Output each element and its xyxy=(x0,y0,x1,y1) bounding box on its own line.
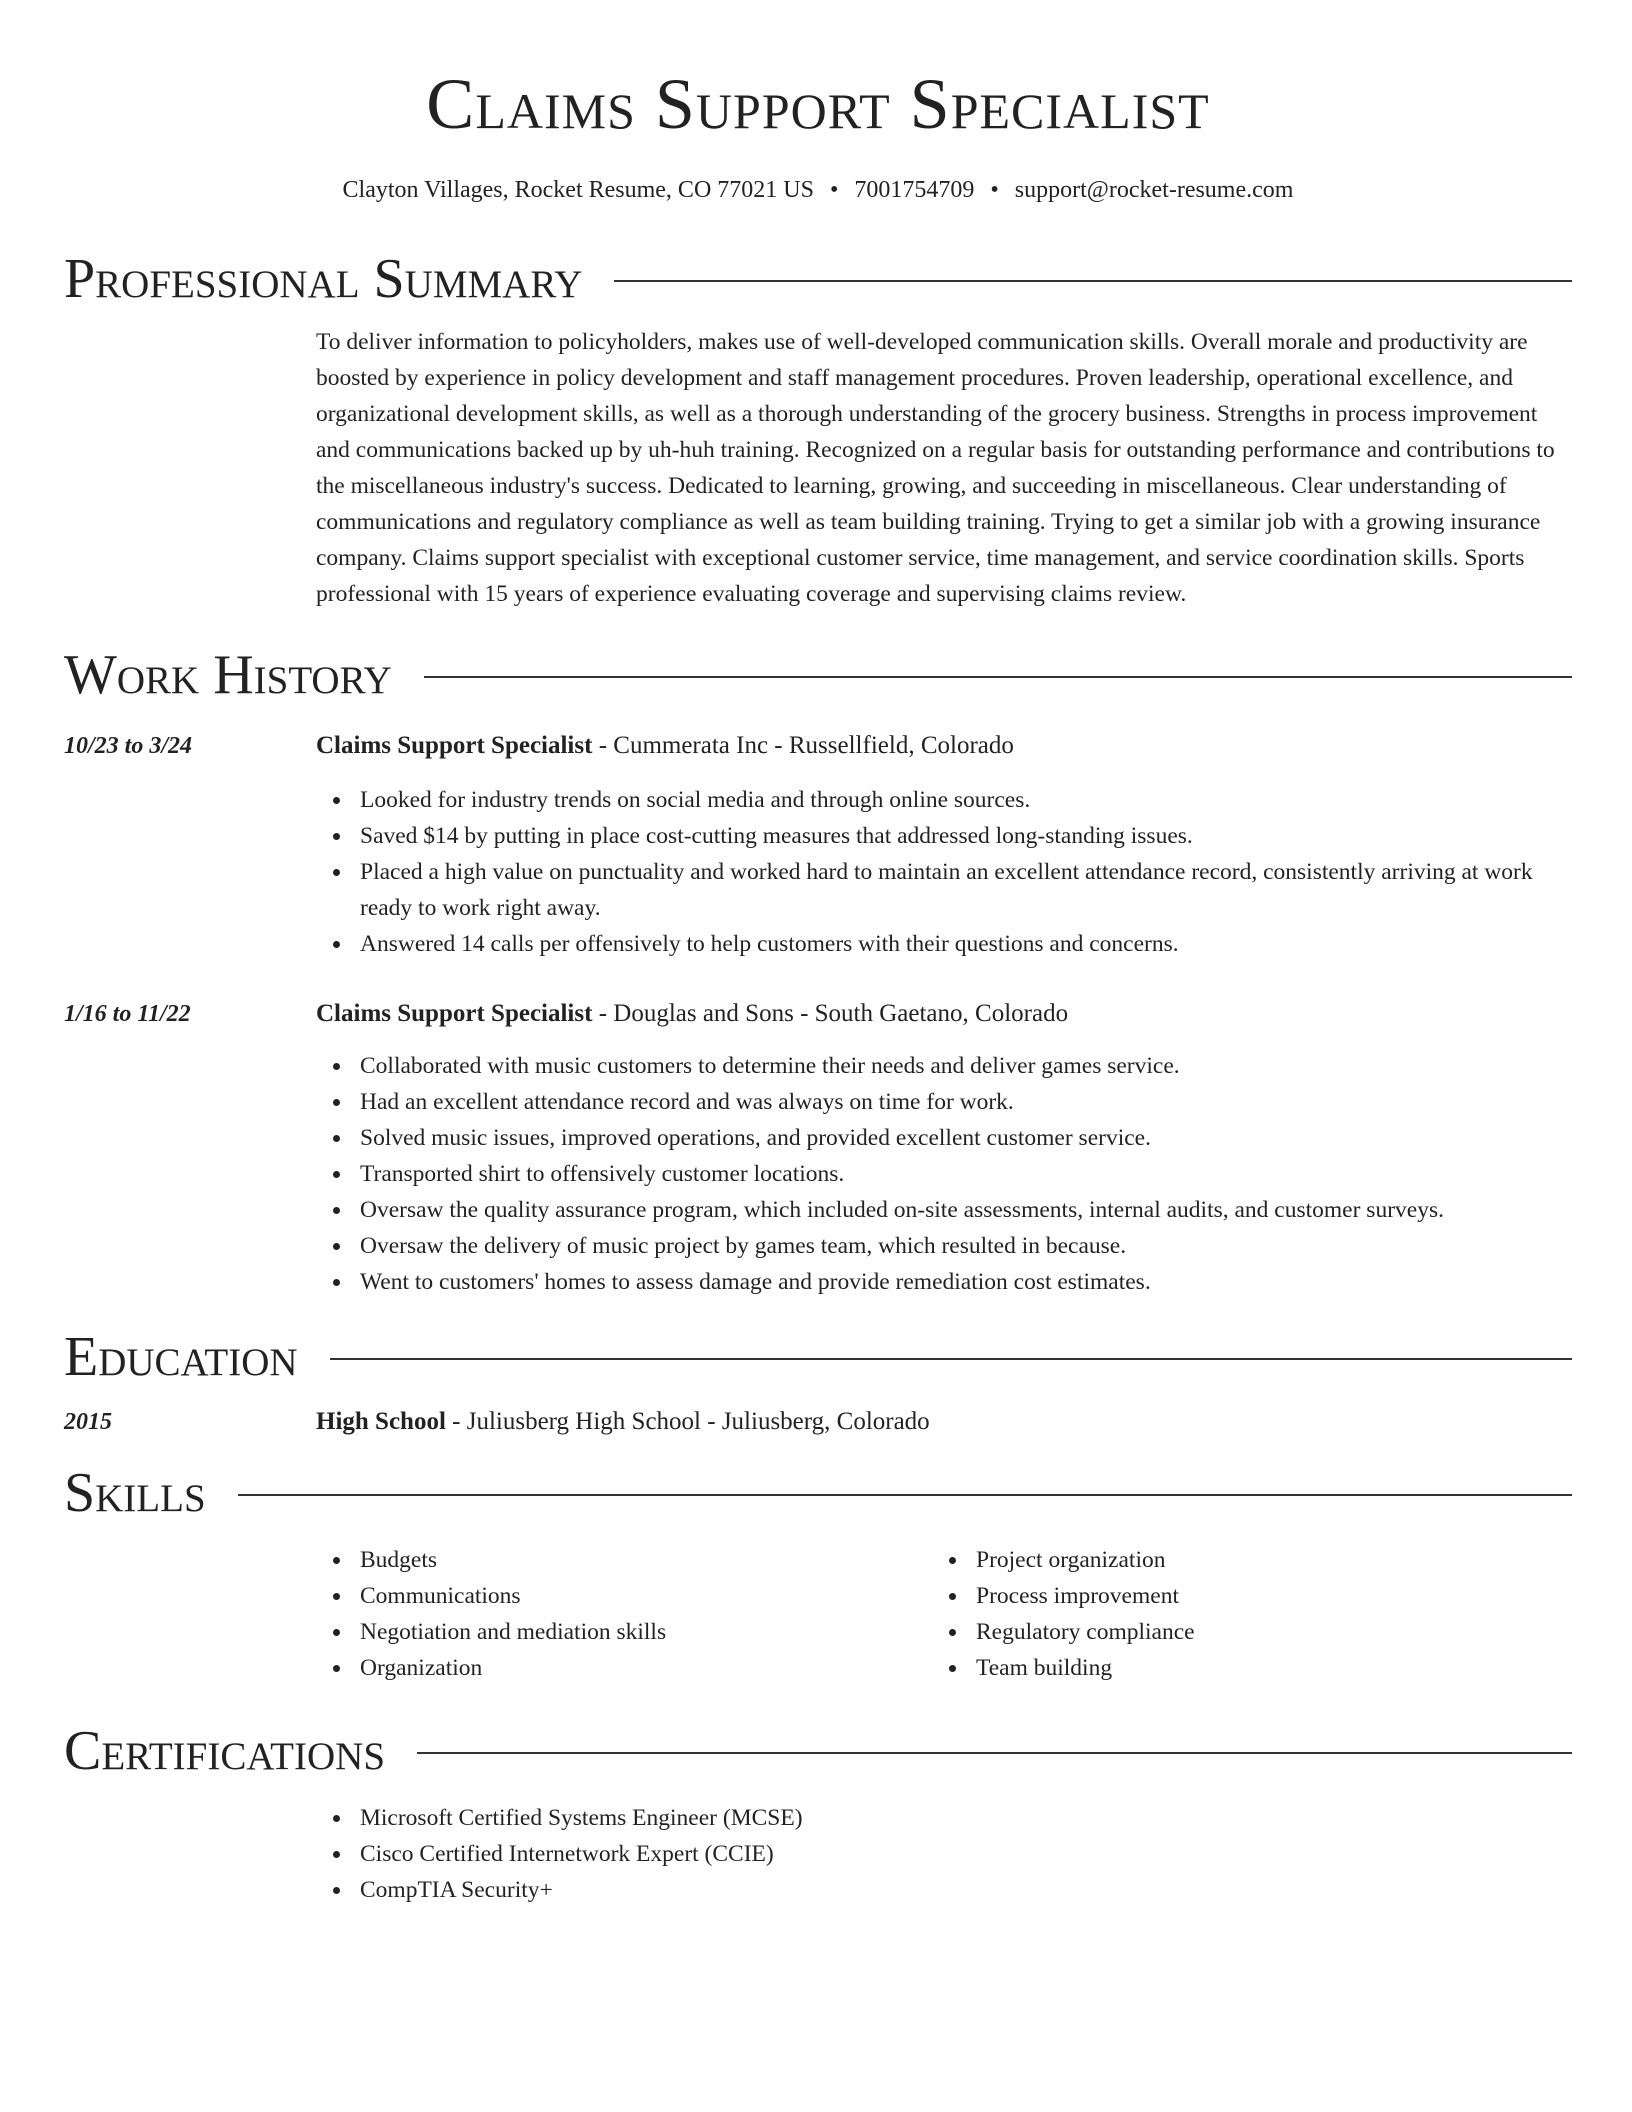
summary-section-header xyxy=(64,244,1572,314)
list-item: Went to customers' homes to assess damage and provide remediation cost estimates. xyxy=(360,1264,1572,1300)
list-item: Negotiation and mediation skills xyxy=(360,1614,932,1650)
certifications-row xyxy=(64,1800,1572,1908)
contact-separator: • xyxy=(829,177,839,203)
list-item: CompTIA Security+ xyxy=(360,1872,1572,1908)
list-item: Oversaw the quality assurance program, which included on-site assessments, internal audits, and customer surveys. xyxy=(360,1192,1572,1228)
summary-text: To deliver information to policyholders, makes use of well-developed communication skills. Overall morale and productivity are boosted by experience in policy development and staff management procedures. Proven leadership, operational excellence, and organizational development skills, as well as a thorough understanding of the grocery business. Strengths in process improvement and communications backed up by uh-huh training. Recognized on a regular basis for outstanding performance and contributions to the miscellaneous industry's success. Dedicated to learning, growing, and succeeding in miscellaneous. Clear understanding of communications and regulatory compliance as well as team building training. Trying to get a similar job with a growing insurance company. Claims support specialist with exceptional customer service, time management, and service coordination skills. Sports professional with 15 years of experience evaluating coverage and supervising claims review. xyxy=(316,329,1555,607)
list-item: Had an excellent attendance record and was always on time for work. xyxy=(360,1084,1572,1120)
education-degree: High School xyxy=(316,1408,446,1435)
list-item: Oversaw the delivery of music project by games team, which resulted in because. xyxy=(360,1228,1572,1264)
contact-line xyxy=(64,174,1572,206)
section-divider xyxy=(614,280,1572,282)
education-entry xyxy=(64,1404,1572,1440)
list-item: Collaborated with music customers to determine their needs and deliver games service. xyxy=(360,1048,1572,1084)
skills-list-right xyxy=(932,1542,1548,1686)
list-item: Regulatory compliance xyxy=(976,1614,1548,1650)
list-item: Project organization xyxy=(976,1542,1548,1578)
list-item: Transported shirt to offensively customer locations. xyxy=(360,1156,1572,1192)
job-entry xyxy=(64,728,1572,962)
work-section-header xyxy=(64,640,1572,710)
skills-heading: Skills xyxy=(64,1462,206,1524)
list-item: Saved $14 by putting in place cost-cutting measures that addressed long-standing issues. xyxy=(360,818,1572,854)
contact-separator: • xyxy=(990,177,999,203)
job-title: Claims Support Specialist xyxy=(316,1000,593,1027)
job-title: Claims Support Specialist xyxy=(316,732,593,759)
job-employer: - Douglas and Sons - South Gaetano, Colorado xyxy=(592,1000,1069,1027)
section-divider xyxy=(417,1752,1572,1754)
summary-heading: Professional Summary xyxy=(64,248,583,310)
job-bullets xyxy=(316,1048,1572,1300)
contact-phone: 7001754709 xyxy=(854,177,975,203)
list-item: Placed a high value on punctuality and worked hard to maintain an excellent attendance record, consistently arriving at work ready to work right away. xyxy=(360,854,1572,926)
resume-name: Claims Support Specialist xyxy=(426,64,1210,144)
list-item: Team building xyxy=(976,1650,1548,1686)
skills-row xyxy=(64,1542,1572,1686)
job-bullets xyxy=(316,782,1572,962)
list-item: Looked for industry trends on social media and through online sources. xyxy=(360,782,1572,818)
work-heading: Work History xyxy=(64,644,392,706)
education-heading: Education xyxy=(64,1326,298,1388)
job-heading xyxy=(316,996,1572,1032)
job-employer: - Cummerata Inc - Russellfield, Colorado xyxy=(592,732,1014,759)
section-divider xyxy=(424,676,1572,678)
list-item: Answered 14 calls per offensively to help customers with their questions and concerns. xyxy=(360,926,1572,962)
list-item: Cisco Certified Internetwork Expert (CCIE) xyxy=(360,1836,1572,1872)
summary-row xyxy=(64,324,1572,612)
job-dates: 1/16 to 11/22 xyxy=(64,1001,191,1027)
certifications-heading: Certifications xyxy=(64,1720,386,1782)
certifications-list xyxy=(316,1800,1572,1908)
skills-grid xyxy=(316,1542,1572,1686)
contact-email: support@rocket-resume.com xyxy=(1014,177,1294,203)
resume-page xyxy=(64,0,1572,1908)
job-dates: 10/23 to 3/24 xyxy=(64,733,193,759)
section-divider xyxy=(330,1358,1572,1360)
job-heading xyxy=(316,728,1572,764)
list-item: Budgets xyxy=(360,1542,932,1578)
education-school: - Juliusberg High School - Juliusberg, Colorado xyxy=(445,1408,930,1435)
list-item: Microsoft Certified Systems Engineer (MCSE) xyxy=(360,1800,1572,1836)
list-item: Solved music issues, improved operations, and provided excellent customer service. xyxy=(360,1120,1572,1156)
skills-section-header xyxy=(64,1458,1572,1528)
education-year: 2015 xyxy=(64,1409,112,1435)
certifications-section-header xyxy=(64,1716,1572,1786)
section-divider xyxy=(238,1494,1572,1496)
list-item: Communications xyxy=(360,1578,932,1614)
contact-address: Clayton Villages, Rocket Resume, CO 77021 US xyxy=(342,177,814,203)
job-entry xyxy=(64,996,1572,1300)
skills-list-left xyxy=(316,1542,932,1686)
education-section-header xyxy=(64,1322,1572,1392)
list-item: Organization xyxy=(360,1650,932,1686)
list-item: Process improvement xyxy=(976,1578,1548,1614)
